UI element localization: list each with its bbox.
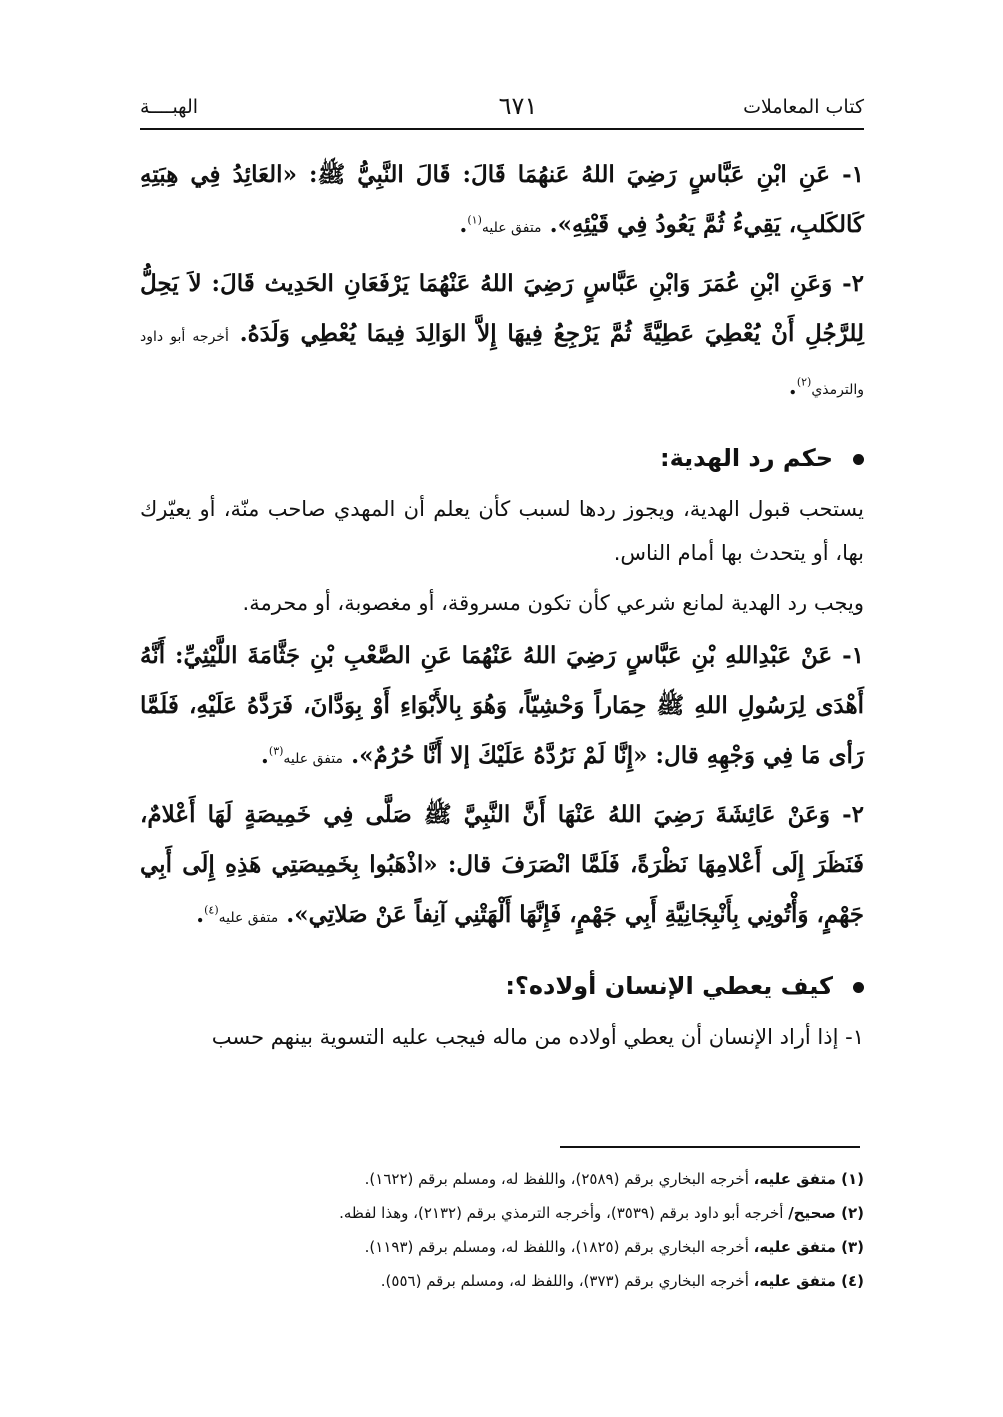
- header-divider: [140, 128, 864, 130]
- footnote-3: [140, 1230, 864, 1264]
- chapter-title: الهبــــة: [140, 96, 199, 118]
- footnote-text: أخرجه أبو داود برقم (٣٥٣٩)، وأخرجه الترمذي برقم (٢١٣٢)، وهذا لفظه.: [339, 1204, 784, 1222]
- footnote-mark: (٣) متفق عليه،: [753, 1238, 864, 1256]
- footnote-ref[interactable]: (٢): [796, 375, 812, 389]
- section-title: كيف يعطي الإنسان أولاده؟:: [505, 972, 833, 1000]
- paragraph: يستحب قبول الهدية، ويجوز ردها لسبب كأن يعلم أن المهدي صاحب منّة، أو يعيّرك بها، أو يتحدث بها أمام الناس.: [140, 497, 864, 565]
- hadith-text: عَنْ عَبْدِاللهِ بْنِ عَبَّاسٍ رَضِيَ اللهُ عَنْهُمَا عَنِ الصَّعْبِ بْنِ جَثَّامَةَ اللَّيْثِيِّ: أَنَّهُ أَهْدَى لِرَسُولِ اللهِ ﷺ حِمَاراً وَحْشِيّاً، وَهُوَ بِالأَبْوَاءِ أَوْ بِوَدَّانَ، فَرَدَّهُ عَلَيْهِ، فَلَمَّا رَأى مَا فِي وَجْهِهِ قال: «إِنَّا لَمْ نَرُدَّهُ عَلَيْكَ إلا أَنَّا حُرُمٌ».: [140, 642, 864, 769]
- footnote-mark: (٤) متفق عليه،: [753, 1272, 864, 1290]
- section-heading-gift-return: [140, 433, 864, 483]
- hadith-source: متفق عليه: [283, 751, 344, 767]
- item-number: ١-: [845, 1025, 864, 1049]
- book-title: كتاب المعاملات: [743, 96, 864, 118]
- hadith-source: متفق عليه: [218, 910, 279, 926]
- hadith-text: عَنِ ابْنِ عَبَّاسٍ رَضِيَ اللهُ عَنهُمَا قَالَ: قَالَ النَّبِيُّ ﷺ: «العَائِدُ فِي هِبَتِهِ كَالكَلبِ، يَقِيءُ ثُمَّ يَعُودُ فِي قَيْئِهِ».: [140, 161, 864, 238]
- list-item: [140, 1015, 864, 1059]
- hadith-2: ٢- وَعَنِ ابْنِ عُمَرَ وَابْنِ عَبَّاسٍ رَضِيَ اللهُ عَنْهُمَا يَرْفَعَانِ الحَدِيث قَالَ: لاَ يَحِلُّ لِلرَّجُلِ أَنْ يُعْطِيَ عَطِيَّةً ثُمَّ يَرْجِعُ فِيهَا إِلاَّ الوَالِدَ فِيمَا يُعْطِي وَلَدَهُ. أخرجه أبو داود والترمذي$^{(٢)}$.: [140, 270, 864, 400]
- bullet-icon: [853, 982, 864, 993]
- hadith-number: ٢-: [842, 270, 864, 297]
- section-heading-giving-children: [140, 961, 864, 1011]
- footnote-text: أخرجه البخاري برقم (١٨٢٥)، واللفظ له، ومسلم برقم (١١٩٣).: [364, 1238, 749, 1256]
- page-number: ٦٧١: [498, 92, 538, 120]
- hadith-number: ٢-: [842, 801, 864, 828]
- section-title: حكم رد الهدية:: [659, 444, 833, 472]
- footnote-ref[interactable]: (١): [467, 213, 482, 227]
- hadith-number: ١-: [842, 161, 864, 188]
- footnote-1: [140, 1162, 864, 1196]
- item-text: إذا أراد الإنسان أن يعطي أولاده من ماله فيجب عليه التسوية بينهم حسب: [211, 1025, 839, 1049]
- main-content: [140, 150, 864, 1065]
- hadith-1: ١- عَنِ ابْنِ عَبَّاسٍ رَضِيَ اللهُ عَنهُمَا قَالَ: قَالَ النَّبِيُّ ﷺ: «العَائِدُ فِي هِبَتِهِ كَالكَلبِ، يَقِيءُ ثُمَّ يَعُودُ فِي قَيْئِهِ». متفق عليه$^{(١)}$.: [140, 161, 864, 238]
- footnote-mark: (٢) صحيح/: [788, 1204, 864, 1222]
- hadith-4: ٢- وَعَنْ عَائِشَةَ رَضِيَ اللهُ عَنْهَا أَنَّ النَّبِيَّ ﷺ صَلَّى فِي خَمِيصَةٍ لَهَا أَعْلامٌ، فَنَظَرَ إِلَى أَعْلامِهَا نَظْرَةً، فَلَمَّا انْصَرَفَ قال: «اذْهَبُوا بِخَمِيصَتِي هَذِهِ إِلَى أَبِي جَهْمٍ، وَأْتُونِي بِأَنْبِجَانِيَّةِ أَبِي جَهْمٍ، فَإِنَّهَا أَلْهَتْنِي آنِفاً عَنْ صَلاتِي». متفق عليه$^{(٤)}$.: [140, 801, 864, 928]
- footnote-divider: [560, 1146, 860, 1148]
- paragraph: ويجب رد الهدية لمانع شرعي كأن تكون مسروقة، أو مغصوبة، أو محرمة.: [242, 591, 864, 615]
- hadith-source: أخرجه أبو داود والترمذي: [140, 329, 864, 398]
- hadith-source: متفق عليه: [481, 220, 542, 236]
- footnote-4: [140, 1264, 864, 1298]
- hadith-number: ١-: [842, 642, 864, 669]
- footnote-text: أخرجه البخاري برقم (٣٧٣)، واللفظ له، ومسلم برقم (٥٥٦).: [380, 1272, 749, 1290]
- footnote-mark: (١) متفق عليه،: [753, 1170, 864, 1188]
- footnote-2: [140, 1196, 864, 1230]
- running-header: [140, 92, 864, 126]
- hadith-text: وَعَنْ عَائِشَةَ رَضِيَ اللهُ عَنْهَا أَنَّ النَّبِيَّ ﷺ صَلَّى فِي خَمِيصَةٍ لَهَا أَعْلامٌ، فَنَظَرَ إِلَى أَعْلامِهَا نَظْرَةً، فَلَمَّا انْصَرَفَ قال: «اذْهَبُوا بِخَمِيصَتِي هَذِهِ إِلَى أَبِي جَهْمٍ، وَأْتُونِي بِأَنْبِجَانِيَّةِ أَبِي جَهْمٍ، فَإِنَّهَا أَلْهَتْنِي آنِفاً عَنْ صَلاتِي».: [140, 801, 864, 928]
- footnote-ref[interactable]: (٤): [204, 903, 219, 917]
- hadith-text: وَعَنِ ابْنِ عُمَرَ وَابْنِ عَبَّاسٍ رَضِيَ اللهُ عَنْهُمَا يَرْفَعَانِ الحَدِيث قَالَ: لاَ يَحِلُّ لِلرَّجُلِ أَنْ يُعْطِيَ عَطِيَّةً ثُمَّ يَرْجِعُ فِيهَا إِلاَّ الوَالِدَ فِيمَا يُعْطِي وَلَدَهُ.: [140, 270, 864, 347]
- footnote-ref[interactable]: (٣): [268, 744, 284, 758]
- footnotes: [140, 1162, 864, 1298]
- hadith-3: ١- عَنْ عَبْدِاللهِ بْنِ عَبَّاسٍ رَضِيَ اللهُ عَنْهُمَا عَنِ الصَّعْبِ بْنِ جَثَّامَةَ اللَّيْثِيِّ: أَنَّهُ أَهْدَى لِرَسُولِ اللهِ ﷺ حِمَاراً وَحْشِيّاً، وَهُوَ بِالأَبْوَاءِ أَوْ بِوَدَّانَ، فَرَدَّهُ عَلَيْهِ، فَلَمَّا رَأى مَا فِي وَجْهِهِ قال: «إِنَّا لَمْ نَرُدَّهُ عَلَيْكَ إلا أَنَّا حُرُمٌ». متفق عليه$^{(٣)}$.: [140, 642, 864, 769]
- footnote-text: أخرجه البخاري برقم (٢٥٨٩)، واللفظ له، ومسلم برقم (١٦٢٢).: [364, 1170, 749, 1188]
- bullet-icon: [853, 454, 864, 465]
